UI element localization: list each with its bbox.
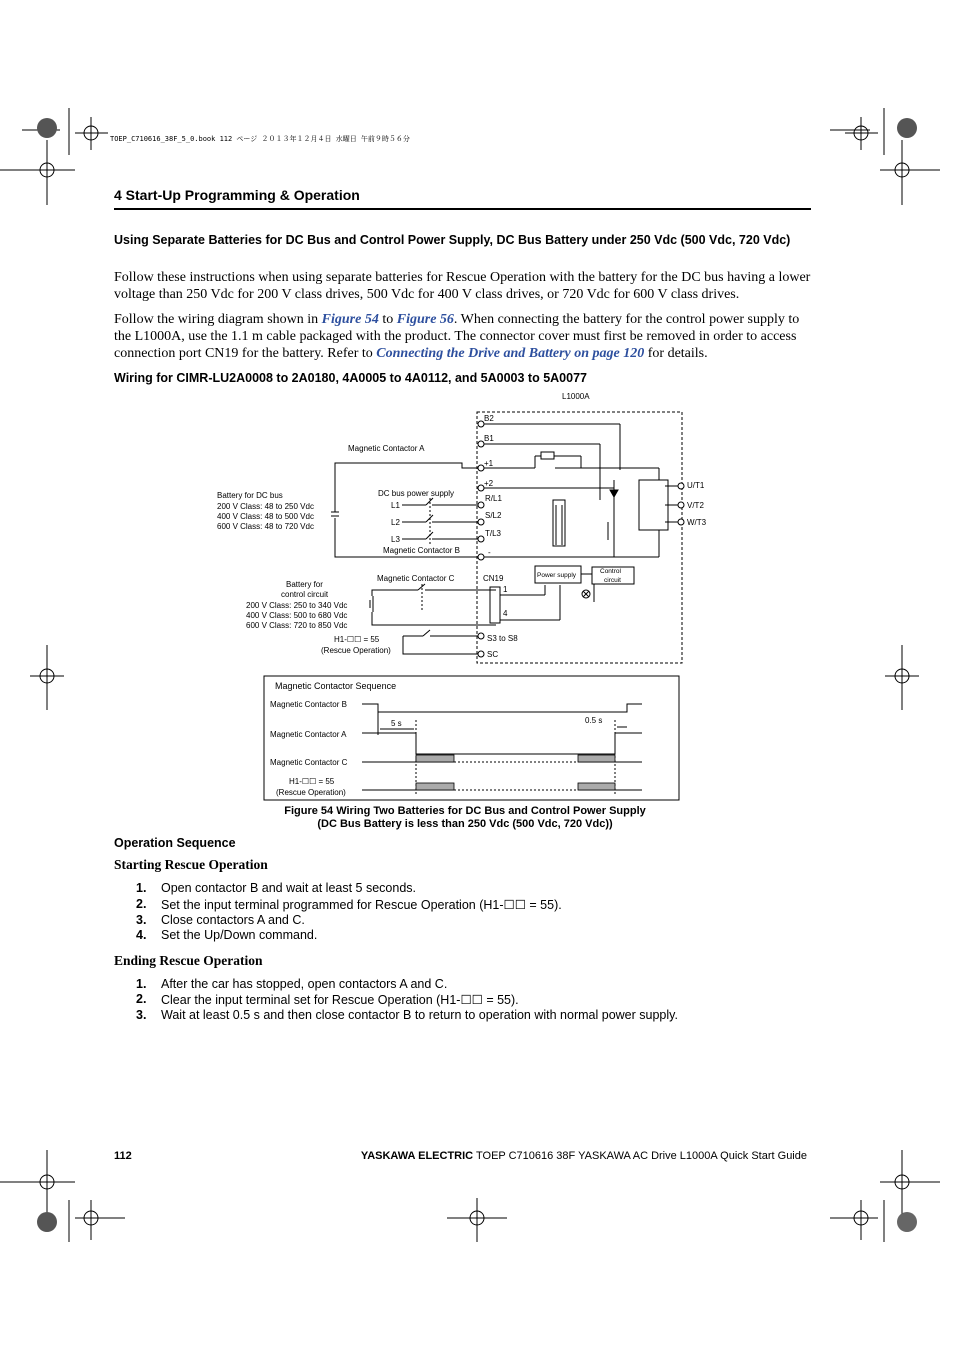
battery-dc-line-1: 200 V Class: 48 to 250 Vdc <box>217 502 314 511</box>
print-header: TOEP_C710616_38F_5_0.book 112 ページ ２０１３年１２月４日 水曜日 午前９時５６分 <box>110 135 410 143</box>
control-circuit-label-1: Control <box>600 568 621 575</box>
seq-row-b: Magnetic Contactor B <box>270 700 347 709</box>
figure-caption <box>230 805 700 831</box>
step-number: 3. <box>136 913 147 927</box>
step-text: Open contactor B and wait at least 5 seconds. <box>161 881 417 895</box>
output-wt3: W/T3 <box>687 518 707 527</box>
output-vt2: V/T2 <box>687 501 704 510</box>
seq-row-h1: H1-☐☐ = 55 <box>289 777 335 786</box>
step-number: 2. <box>136 897 147 911</box>
figure-caption-line-2: (DC Bus Battery is less than 250 Vdc (500 Vdc, 720 Vdc)) <box>317 818 613 830</box>
battery-ctrl-title-1: Battery for <box>286 580 323 589</box>
step-text: Set the Up/Down command. <box>161 928 318 942</box>
battery-ctrl-line-3: 600 V Class: 720 to 850 Vdc <box>246 621 348 630</box>
seq-05s-label: 0.5 s <box>585 716 603 725</box>
l3-label: L3 <box>391 535 400 544</box>
step-number: 1. <box>136 977 147 991</box>
sequence-title: Magnetic Contactor Sequence <box>275 681 397 691</box>
l1-label: L1 <box>391 501 400 510</box>
battery-dc-line-3: 600 V Class: 48 to 720 Vdc <box>217 522 314 531</box>
battery-ctrl-line-1: 200 V Class: 250 to 340 Vdc <box>246 601 348 610</box>
mc-a-label: Magnetic Contactor A <box>348 444 425 453</box>
para2-text-2: to <box>378 312 397 327</box>
mc-b-label: Magnetic Contactor B <box>383 546 460 555</box>
battery-ctrl-line-2: 400 V Class: 500 to 680 Vdc <box>246 611 348 620</box>
step-text: Set the input terminal programmed for Rescue Operation (H1-☐☐ = 55). <box>161 898 562 912</box>
step-text: Wait at least 0.5 s and then close contactor B to return to operation with normal power supply. <box>161 1008 678 1022</box>
paragraph-1: Follow these instructions when using separate batteries for Rescue Operation with the battery for the DC bus having a lower voltage than 250 Vdc for 200 V class drives, 500 Vdc for 400 V class drives, or 720 Vdc for 600 V class drives. <box>114 270 811 302</box>
step-text: Close contactors A and C. <box>161 913 305 927</box>
control-circuit-label-2: circuit <box>604 577 621 584</box>
terminal-b1: B1 <box>484 434 494 443</box>
seq-row-rescue: (Rescue Operation) <box>276 788 346 797</box>
terminal-rl1: R/L1 <box>485 494 502 503</box>
seq-5s-label: 5 s <box>391 719 402 728</box>
para2-text-4: for details. <box>644 346 708 361</box>
cn19-label: CN19 <box>483 574 504 583</box>
seq-row-a: Magnetic Contactor A <box>270 730 347 739</box>
dc-supply-label: DC bus power supply <box>378 489 455 498</box>
footer-text <box>361 1150 807 1162</box>
battery-dc-line-2: 400 V Class: 48 to 500 Vdc <box>217 512 314 521</box>
battery-dc-title: Battery for DC bus <box>217 491 283 500</box>
operation-sequence-heading: Operation Sequence <box>114 836 236 850</box>
step-number: 1. <box>136 881 147 895</box>
connecting-drive-link[interactable]: Connecting the Drive and Battery on page 120 <box>376 346 645 361</box>
step-number: 4. <box>136 928 147 942</box>
footer-doc: TOEP C710616 38F YASKAWA AC Drive L1000A Quick Start Guide <box>473 1150 807 1162</box>
wiring-heading: Wiring for CIMR-LU2A0008 to 2A0180, 4A0005 to 4A0112, and 5A0003 to 5A0077 <box>114 371 587 385</box>
sc-label: SC <box>487 650 499 659</box>
ending-heading: Ending Rescue Operation <box>114 953 263 968</box>
para2-text-1: Follow the wiring diagram shown in <box>114 312 322 327</box>
terminal-minus: - <box>488 548 491 557</box>
terminal-tl3: T/L3 <box>485 529 502 538</box>
terminal-sl2: S/L2 <box>485 511 502 520</box>
chapter-title: 4 Start-Up Programming & Operation <box>114 187 360 203</box>
l2-label: L2 <box>391 518 400 527</box>
mc-c-label: Magnetic Contactor C <box>377 574 455 583</box>
figure-56-link[interactable]: Figure 56 <box>396 312 454 327</box>
l1000a-label: L1000A <box>562 392 590 401</box>
figure-54-link[interactable]: Figure 54 <box>321 312 379 327</box>
step-number: 3. <box>136 1008 147 1022</box>
seq-row-c: Magnetic Contactor C <box>270 758 348 767</box>
page-number: 112 <box>114 1150 132 1162</box>
terminal-plus2: +2 <box>484 479 494 488</box>
s3-s8-label: S3 to S8 <box>487 634 518 643</box>
terminal-plus1: +1 <box>484 459 494 468</box>
power-supply-label: Power supply <box>537 572 577 579</box>
para2-text-3: . When connecting the battery for the control power supply to the L1000A, use the 1.1 m cable packaged with the product. The connector cover must first be removed in order to access connection port CN19 for the battery. Refer to <box>114 312 800 361</box>
h1-label: H1-☐☐ = 55 <box>334 635 380 644</box>
output-ut1: U/T1 <box>687 481 705 490</box>
terminal-b2: B2 <box>484 414 494 423</box>
step-text: Clear the input terminal set for Rescue Operation (H1-☐☐ = 55). <box>161 993 519 1007</box>
section-title: Using Separate Batteries for DC Bus and Control Power Supply, DC Bus Battery under 250 Vdc (500 Vdc, 720 Vdc) <box>114 233 791 247</box>
footer-brand: YASKAWA ELECTRIC <box>360 1150 474 1162</box>
battery-ctrl-title-2: control circuit <box>281 590 329 599</box>
pin-4-label: 4 <box>503 609 508 618</box>
step-text: After the car has stopped, open contactors A and C. <box>161 977 448 991</box>
rescue-label: (Rescue Operation) <box>321 646 391 655</box>
pin-1-label: 1 <box>503 585 508 594</box>
figure-caption-line-1: Figure 54 Wiring Two Batteries for DC Bus and Control Power Supply <box>284 805 646 817</box>
step-number: 2. <box>136 992 147 1006</box>
starting-heading: Starting Rescue Operation <box>114 857 268 872</box>
